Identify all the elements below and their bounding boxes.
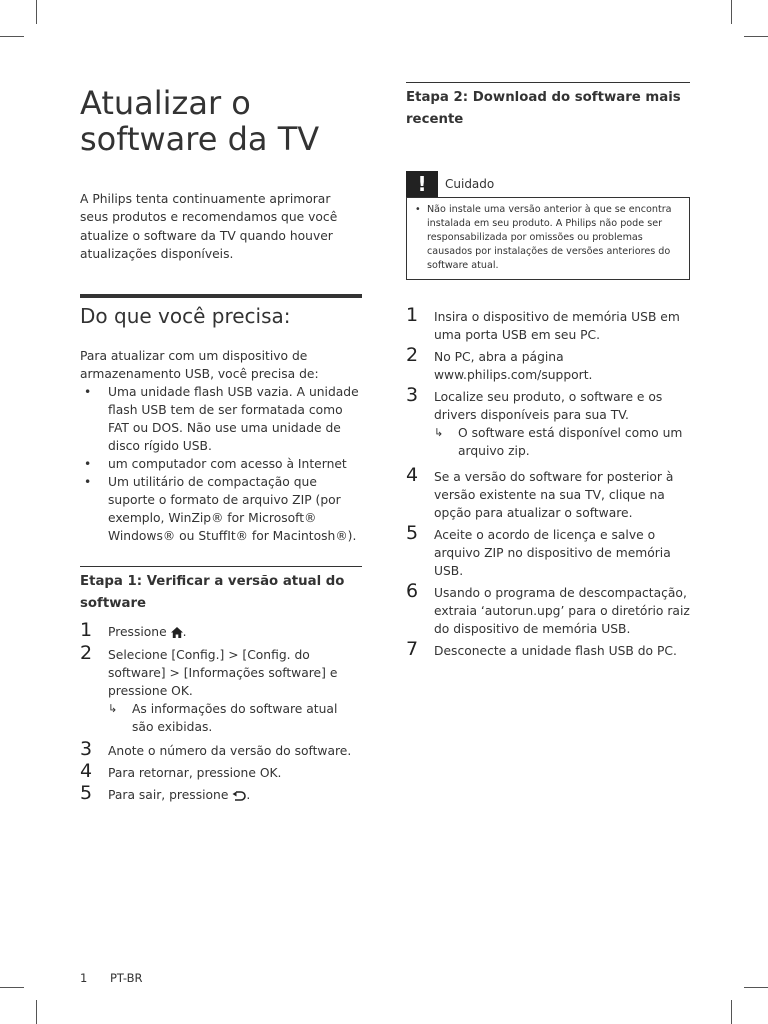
list-item-text: Uma unidade flash USB vazia. A unidade flash USB tem de ser formatada como FAT ou DOS. Não use uma unidade de disco rígido USB. — [108, 385, 359, 454]
step-number: 5 — [406, 522, 419, 544]
step-item — [80, 782, 362, 805]
caution-label: Cuidado — [445, 177, 495, 191]
list-item-text: um computador com acesso à Internet — [108, 457, 347, 472]
result-text: O software está disponível como um arquivo zip. — [458, 426, 683, 458]
result-arrow-icon: ↳ — [108, 702, 118, 716]
step-text: Selecione [Config.] > [Config. do software] > [Informações software] e pressione OK. — [108, 648, 338, 699]
section-rule — [80, 294, 362, 298]
step-number: 4 — [80, 760, 93, 783]
crop-mark — [731, 0, 732, 24]
needs-list — [80, 383, 362, 545]
step-number: 1 — [406, 304, 419, 326]
step-number: 3 — [406, 384, 419, 406]
list-item — [80, 473, 362, 545]
crop-mark — [36, 0, 37, 24]
page-footer — [80, 971, 143, 985]
step-text: Anote o número da versão do software. — [108, 744, 352, 759]
step1-rule — [80, 566, 362, 567]
language-code: PT-BR — [110, 971, 143, 985]
step-text-end: . — [182, 625, 187, 640]
step-text: Usando o programa de descompactação, extraia ‘autorun.upg’ para o diretório raiz do dispositivo de memória USB. — [434, 586, 690, 636]
crop-mark — [744, 987, 768, 988]
step-text: No PC, abra a página www.philips.com/support. — [434, 350, 593, 382]
step-item — [406, 638, 690, 660]
caution-header — [406, 171, 690, 197]
step1-list — [80, 619, 362, 805]
step-text-end: . — [246, 788, 251, 803]
step2-rule — [406, 82, 690, 83]
step1-heading: Etapa 1: Verificar a versão atual do software — [80, 574, 345, 612]
bullet: • — [84, 475, 92, 490]
list-item — [80, 383, 362, 455]
bullet: • — [84, 385, 92, 400]
needs-intro: Para atualizar com um dispositivo de armazenamento USB, você precisa de: — [80, 349, 319, 382]
step-number: 7 — [406, 638, 419, 660]
step-number: 3 — [80, 738, 93, 761]
list-item-text: Um utilitário de compactação que suporte o formato de arquivo ZIP (por exemplo, WinZip® for Microsoft® Windows® ou StuffIt® for Macintosh®). — [108, 475, 357, 544]
step-number: 2 — [406, 344, 419, 366]
result-text: As informações do software atual são exibidas. — [132, 702, 338, 735]
page-title-line-2: software da TV — [80, 120, 320, 158]
step-number: 6 — [406, 580, 419, 602]
step-item — [80, 760, 362, 783]
step-item — [406, 580, 690, 638]
home-icon — [171, 627, 183, 638]
page-title — [80, 85, 362, 157]
step-result — [108, 700, 362, 736]
step-item — [406, 344, 690, 384]
caution-icon: ! — [406, 171, 438, 197]
step-result — [434, 424, 690, 460]
step-text: Insira o dispositivo de memória USB em uma porta USB em seu PC. — [434, 310, 680, 342]
list-item — [80, 455, 362, 473]
step-text: Para sair, pressione — [108, 788, 229, 803]
bullet: • — [415, 204, 421, 215]
step-text: Pressione — [108, 625, 167, 640]
step2-list — [406, 304, 690, 660]
crop-mark — [744, 36, 768, 37]
step-number: 2 — [80, 642, 93, 665]
crop-mark — [0, 987, 24, 988]
step-text: Desconecte a unidade flash USB do PC. — [434, 644, 677, 658]
step-item — [80, 642, 362, 736]
step-text: Para retornar, pressione OK. — [108, 766, 282, 781]
crop-mark — [731, 1000, 732, 1024]
step-item — [406, 384, 690, 460]
step2-heading: Etapa 2: Download do software mais recente — [406, 90, 681, 127]
step-text: Aceite o acordo de licença e salve o arquivo ZIP no dispositivo de memória USB. — [434, 528, 671, 578]
crop-mark — [36, 1000, 37, 1024]
section-title-needs: Do que você precisa: — [80, 304, 291, 329]
step-text: Se a versão do software for posterior à versão existente na sua TV, clique na opção para atualizar o software. — [434, 470, 674, 520]
caution-box — [406, 197, 690, 280]
step-item — [406, 522, 690, 580]
caution-text: Não instale uma versão anterior à que se encontra instalada em seu produto. A Philips não pode ser responsabilizada por omissões ou problemas causados por instalações de versões anteriores do software atual. — [427, 204, 672, 271]
step-number: 4 — [406, 464, 419, 486]
right-column — [406, 82, 690, 660]
crop-mark — [0, 36, 24, 37]
bullet: • — [84, 457, 92, 472]
step-text: Localize seu produto, o software e os drivers disponíveis para sua TV. — [434, 390, 663, 422]
step-item — [406, 464, 690, 522]
left-column — [80, 80, 362, 804]
step-item — [80, 619, 362, 642]
back-icon — [232, 791, 246, 801]
caution-item — [415, 203, 681, 273]
intro-paragraph: A Philips tenta continuamente aprimorar seus produtos e recomendamos que você atualize o software da TV quando houver atualizações disponíveis. — [80, 192, 338, 261]
step-number: 1 — [80, 619, 93, 642]
page-title-line-1: Atualizar o — [80, 84, 251, 122]
step-item — [406, 304, 690, 344]
step-item — [80, 738, 362, 761]
step-number: 5 — [80, 782, 93, 805]
result-arrow-icon: ↳ — [434, 426, 444, 439]
page-number: 1 — [80, 971, 88, 985]
